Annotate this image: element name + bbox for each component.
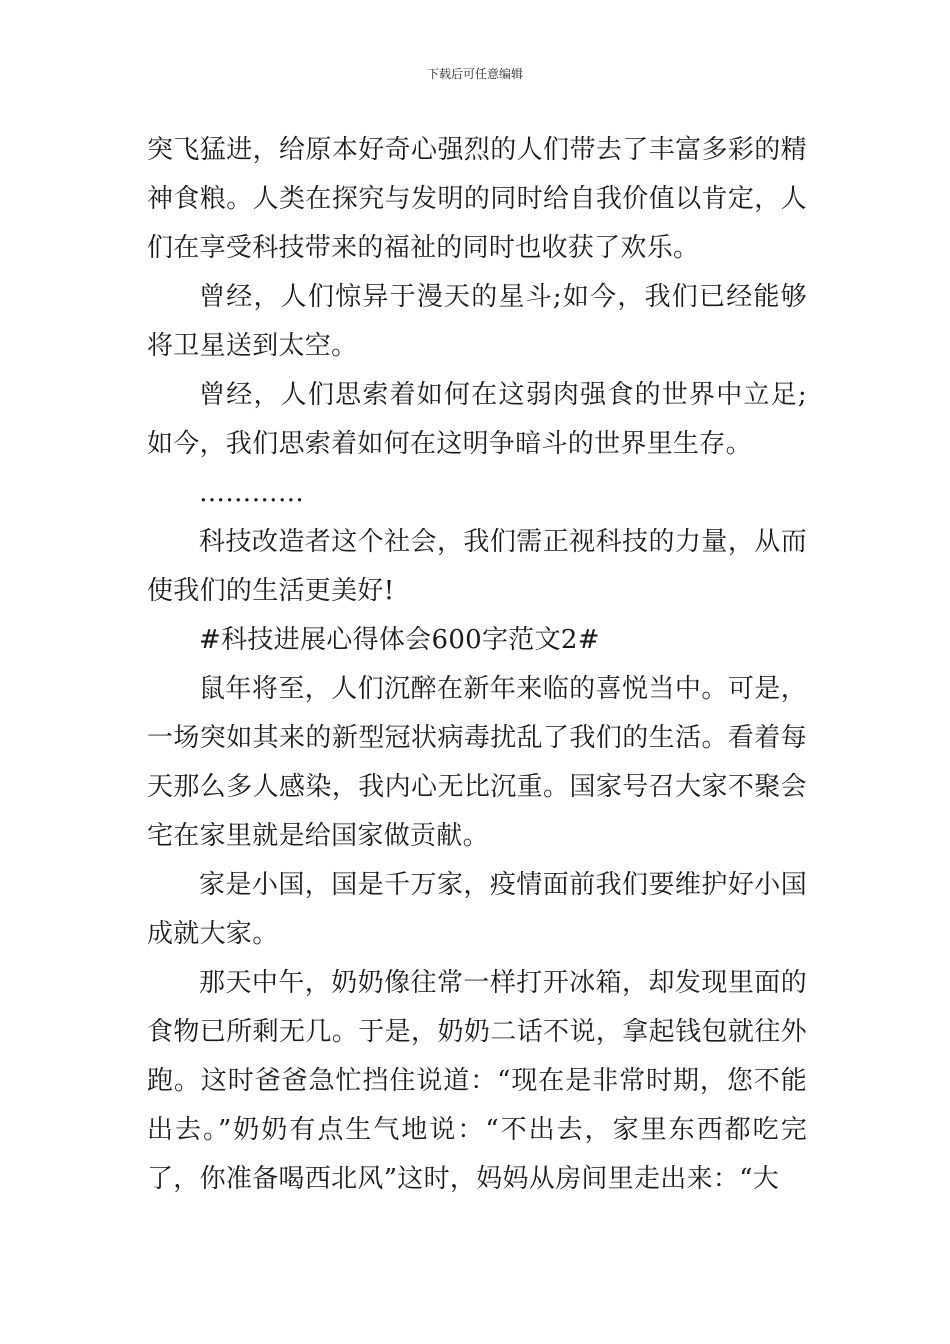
paragraph-home-country: 家是小国，国是千万家，疫情面前我们要维护好小国成就大家。 (147, 870, 807, 949)
header-note: 下载后可任意编辑 (426, 67, 523, 81)
paragraph-conclusion: 科技改造者这个社会，我们需正视科技的力量，从而使我们的生活更美好! (147, 527, 807, 606)
paragraph-new-year: 鼠年将至，人们沉醉在新年来临的喜悦当中。可是，一场突如其来的新型冠状病毒扰乱了我们的生活。看着每天那么多人感染，我内心无比沉重。国家号召大家不聚会宅在家里就是给国家做贡献。 (147, 674, 807, 851)
paragraph-stars-satellite: 曾经，人们惊异于漫天的星斗;如今，我们已经能够将卫星送到太空。 (147, 282, 807, 361)
paragraph-ellipsis: ………… (199, 478, 305, 508)
paragraph-grandma: 那天中午，奶奶像往常一样打开冰箱，却发现里面的食物已所剩无几。于是，奶奶二话不说，拿起钱包就往外跑。这时爸爸急忙挡住说道：“现在是非常时期，您不能出去。”奶奶有点生气地说：“不出去，家里东西都吃完了，你准备喝西北风”这时，妈妈从房间里走出来：“大 (147, 968, 807, 1194)
document-body (147, 126, 807, 1204)
section-heading: #科技进展心得体会600字范文2# (199, 625, 600, 655)
paragraph-continuation: 突飞猛进，给原本好奇心强烈的人们带去了丰富多彩的精神食粮。人类在探究与发明的同时给自我价值以肯定，人们在享受科技带来的福祉的同时也收获了欢乐。 (147, 135, 807, 263)
paragraph-survival: 曾经，人们思索着如何在这弱肉强食的世界中立足;如今，我们思索着如何在这明争暗斗的世界里生存。 (147, 380, 807, 459)
